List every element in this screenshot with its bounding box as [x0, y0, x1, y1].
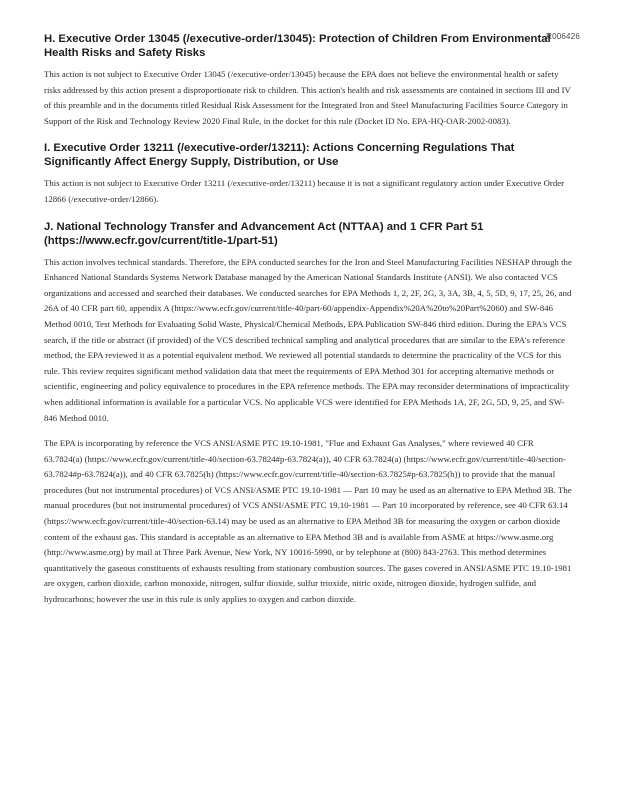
section-j-heading: J. National Technology Transfer and Advancement Act (NTTAA) and 1 CFR Part 51 (https://www.ecfr.gov/current/title-1/part-51) — [44, 220, 484, 247]
document-body — [44, 32, 574, 618]
section-i-heading: I. Executive Order 13211 (/executive-order/13211): Actions Concerning Regulations That Significantly Affect Energy Supply, Distribution, or Use — [44, 142, 515, 169]
section-j-body-2: The EPA is incorporating by reference the VCS ANSI/ASME PTC 19.10-1981, "Flue and Exhaust Gas Analyses," where reviewed 40 CFR 63.7824(a) (https://www.ecfr.gov/current/title-40/section-63.7824#p-63.7824(a)), 40 CFR 63.7824(a) (https://www.ecfr.gov/current/title-40/section-63.7824#p-63.7824(a)), and 40 CFR 63.7825(h) (https://www.ecfr.gov/current/title-40/section-63.7825#p-63.7825(h)) to provide that the manual procedures (but not instrumental procedures) of VCS ANSI/ASME PTC 19.10-1981 — Part 10 may be used as an alternative to EPA Method 3B. The manual procedures (but not instrumental procedures) of VCS ANSI/ASME PTC 19.10-1981 — Part 10 incorporated by reference, see 40 CFR 63.14 (https://www.ecfr.gov/current/title-40/section-63.14) may be used as an alternative to EPA Method 3B for measuring the oxygen or carbon dioxide content of the exhaust gas. This standard is acceptable as an alternative to EPA Method 3B and is available from ASME at https://www.asme.org (http://www.asme.org) by mail at Three Park Avenue, New York, NY 10016-5990, or by telephone at (800) 843-2763. This method determines quantitatively the gaseous constituents of exhausts resulting from stationary combustion sources. The gases covered in ANSI/ASME PTC 19.10-1981 are oxygen, carbon dioxide, carbon monoxide, nitrogen, sulfur dioxide, sulfur trioxide, nitric oxide, nitrogen dioxide, hydrogen sulfide, and hydrocarbons; however the use in this rule is only applies to oxygen and carbon dioxide. — [44, 438, 572, 605]
section-h-body: This action is not subject to Executive Order 13045 (/executive-order/13045) because the EPA does not believe the environmental health or safety risks addressed by this action present a disproportionate risk to children. This action's health and risk assessments are contained in sections III and IV of this preamble and in the documents titled Residual Risk Assessment for the Integrated Iron and Steel Manufacturing Facilities Source Category in Support of the Risk and Technology Review 2020 Final Rule, in the docket for this rule (Docket ID No. EPA-HQ-OAR-2002-0083). — [44, 69, 571, 126]
section-j — [44, 220, 574, 608]
page-id: R006426 — [546, 32, 580, 41]
section-h — [44, 32, 574, 129]
section-i — [44, 141, 574, 207]
section-j-body-1: This action involves technical standards. Therefore, the EPA conducted searches for the Iron and Steel Manufacturing Facilities NESHAP through the Enhanced National Standards Systems Network Database managed by the American National Standards Institute (ANSI). We also contacted VCS organizations and accessed and searched their databases. We conducted searches for EPA Methods 1, 2, 2F, 2G, 3, 3A, 3B, 4, 5, 5D, 9, 17, 25, 26, and 26A of 40 CFR part 60, appendix A (https://www.ecfr.gov/current/title-40/part-60/appendix-Appendix%20A%20to%20Part%2060) and SW-846 Method 0010, Test Methods for Evaluating Solid Waste, Physical/Chemical Methods, EPA Publication SW-846 third edition. During the EPA's VCS search, if the title or abstract (if provided) of the VCS described technical sampling and analytical procedures that are similar to the EPA's reference method, the EPA reviewed it as a potential equivalent method. We reviewed all potential standards to determine the practicality of the VCS for this rule. This review requires significant method validation data that meet the requirements of EPA Method 301 for accepting alternative methods or scientific, engineering and policy equivalence to procedures in the EPA reference methods. The EPA may reconsider determinations of impracticality when additional information is available for a particular VCS. No applicable VCS were identified for EPA Methods 1A, 2F, 2G, 5D, 9, 25, and SW-846 Method 0010. — [44, 256, 572, 423]
section-i-body: This action is not subject to Executive Order 13211 (/executive-order/13211) because it is not a significant regulatory action under Executive Order 12866 (/executive-order/12866). — [44, 178, 565, 204]
section-h-heading: H. Executive Order 13045 (/executive-order/13045): Protection of Children From Environmental Health Risks and Safety Risks — [44, 33, 551, 59]
